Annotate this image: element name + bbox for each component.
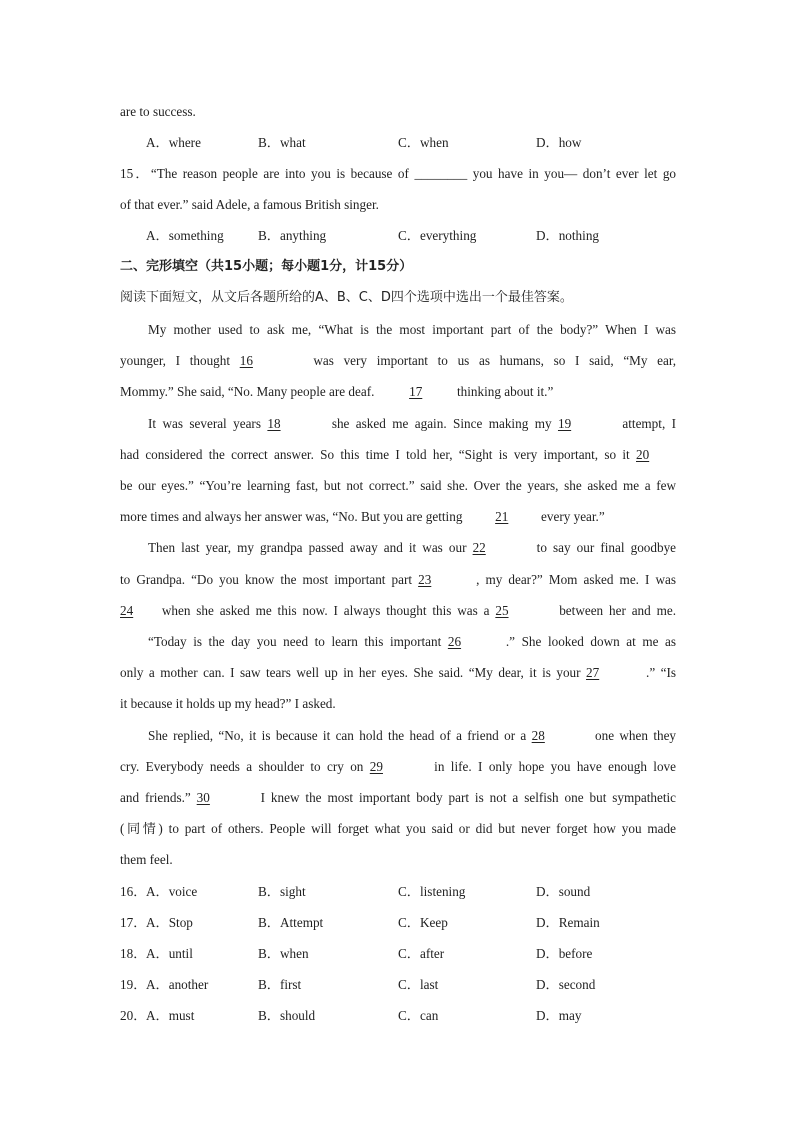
passage-line: cry. Everybody needs a shoulder to cry on 29 in life. I only hope you have enough love bbox=[120, 759, 677, 774]
option-d: D．sound bbox=[536, 884, 591, 899]
blank-29: 29 bbox=[369, 759, 383, 774]
option-c: C．can bbox=[398, 1008, 439, 1023]
blank-24: 24 bbox=[120, 603, 134, 618]
option-a: A．another bbox=[146, 977, 209, 992]
passage-line: be our eyes.” “You’re learning fast, but not correct.” said she. Over the years, she asked me a few bbox=[120, 478, 676, 493]
passage-line: It was several years 18 she asked me again. Since making my 19 attempt, I bbox=[148, 416, 677, 431]
question-number: 16． bbox=[120, 884, 147, 899]
q15-stem-line2: of that ever.” said Adele, a famous British singer. bbox=[120, 197, 379, 212]
blank-30: 30 bbox=[196, 790, 210, 805]
passage-line: (同情) to part of others. People will forget what you said or did but never forget how you made bbox=[120, 821, 676, 836]
q14-continuation: are to success. bbox=[120, 104, 196, 119]
option-d: D．second bbox=[536, 977, 596, 992]
passage-line: to Grandpa. “Do you know the most important part 23 , my dear?” Mom asked me. I was bbox=[120, 572, 676, 587]
passage-line: younger, I thought 16 was very important to us as humans, so I said, “My ear, bbox=[120, 353, 677, 368]
blank-20: 20 bbox=[636, 447, 650, 462]
passage-line: them feel. bbox=[120, 852, 173, 867]
option-b: B．sight bbox=[258, 884, 306, 899]
q15-option-d: D．nothing bbox=[536, 228, 600, 243]
blank-19: 19 bbox=[557, 416, 572, 431]
option-a: A．until bbox=[146, 946, 193, 961]
passage-line: My mother used to ask me, “What is the most important part of the body?” When I was bbox=[148, 322, 676, 337]
q15-option-b: B．anything bbox=[258, 228, 327, 243]
blank-25: 25 bbox=[495, 603, 509, 618]
blank-21: 21 bbox=[495, 509, 509, 524]
option-a: A．Stop bbox=[146, 915, 193, 930]
section-instruction: 阅读下面短文，从文后各题所给的A、B、C、D四个选项中选出一个最佳答案。 bbox=[120, 290, 573, 305]
passage-line: only a mother can. I saw tears well up in her eyes. She said. “My dear, it is your 27 .” “Is bbox=[120, 665, 677, 680]
option-a: A．voice bbox=[146, 884, 198, 899]
passage-line: it because it holds up my head?” I asked. bbox=[120, 696, 336, 711]
blank-16: 16 bbox=[239, 353, 253, 368]
blank-28: 28 bbox=[531, 728, 545, 743]
option-b: B．should bbox=[258, 1008, 316, 1023]
question-number: 20． bbox=[120, 1008, 147, 1023]
q14-option-d: D．how bbox=[536, 135, 582, 150]
option-c: C．last bbox=[398, 977, 439, 992]
q14-option-b: B．what bbox=[258, 135, 306, 150]
passage-line: had considered the correct answer. So this time I told her, “Sight is very important, so it 20 bbox=[120, 446, 676, 464]
q15-option-a: A．something bbox=[146, 228, 224, 243]
blank-22: 22 bbox=[472, 540, 486, 555]
blank-17: 17 bbox=[409, 384, 423, 399]
passage-line: “Today is the day you need to learn this important 26 .” She looked down at me as bbox=[148, 634, 677, 649]
option-b: B．Attempt bbox=[258, 915, 324, 930]
question-number: 19． bbox=[120, 977, 147, 992]
passage-line: She replied, “No, it is because it can hold the head of a friend or a 28 one when they bbox=[148, 728, 677, 743]
q15-option-c: C．everything bbox=[398, 228, 477, 243]
passage-line: Mommy.” She said, “No. Many people are deaf. 17 thinking about it.” bbox=[120, 384, 554, 399]
q14-option-a: A．where bbox=[146, 135, 201, 150]
section-title: 二、完形填空（共15小题；每小题1分，计15分） bbox=[120, 259, 413, 274]
option-c: C．listening bbox=[398, 884, 466, 899]
passage-line: and friends.” 30 I knew the most important body part is not a selfish one but sympathetic bbox=[120, 790, 677, 805]
blank-27: 27 bbox=[586, 665, 600, 680]
q15-blank: ________ bbox=[414, 166, 468, 181]
option-c: C．after bbox=[398, 946, 445, 961]
option-d: D．Remain bbox=[536, 915, 600, 930]
option-d: D．may bbox=[536, 1008, 582, 1023]
passage-line: more times and always her answer was, “No. But you are getting 21 every year.” bbox=[120, 509, 605, 524]
question-number: 17． bbox=[120, 915, 147, 930]
option-a: A．must bbox=[146, 1008, 195, 1023]
q14-option-c: C．when bbox=[398, 135, 449, 150]
option-b: B．first bbox=[258, 977, 302, 992]
option-b: B．when bbox=[258, 946, 309, 961]
passage-line: Then last year, my grandpa passed away and it was our 22 to say our final goodbye bbox=[148, 540, 677, 555]
question-number: 18． bbox=[120, 946, 147, 961]
blank-26: 26 bbox=[447, 634, 462, 649]
passage-line: 24 when she asked me this now. I always thought this was a 25 between her and me. bbox=[120, 603, 676, 618]
q15-stem-line1: 15．“The reason people are into you is because of ________ you have in you— don’t ever let go bbox=[120, 166, 677, 181]
blank-23: 23 bbox=[418, 572, 432, 587]
blank-18: 18 bbox=[267, 416, 281, 431]
option-c: C．Keep bbox=[398, 915, 448, 930]
option-d: D．before bbox=[536, 946, 593, 961]
